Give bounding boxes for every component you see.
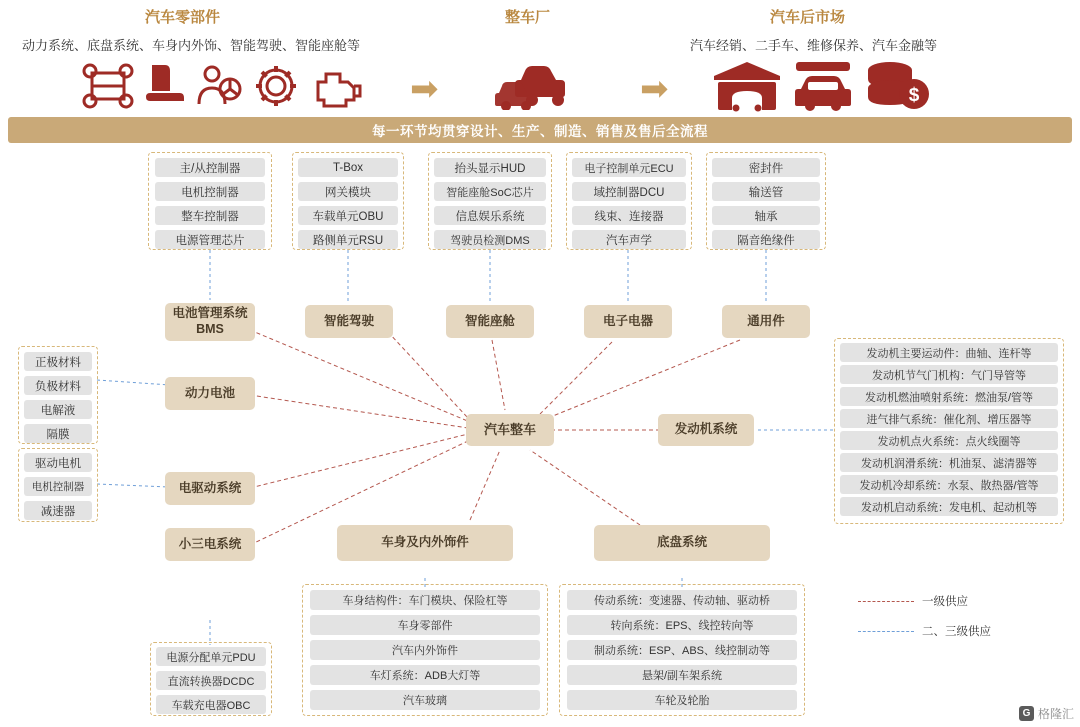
chip-cockpit-soc: 智能座舱SoC芯片	[434, 182, 546, 201]
chip-hud: 抬头显示HUD	[434, 158, 546, 177]
chip-transmission: 传动系统：变速器、传动轴、驱动桥	[567, 590, 797, 610]
chip-dms: 驾驶员检测DMS	[434, 230, 546, 249]
auto-finance-coins-icon	[864, 60, 930, 112]
chip-engine-throttle: 发动机节气门机构：气门导管等	[840, 365, 1058, 384]
node-electronics[interactable]: 电子电器	[584, 305, 672, 338]
chip-intake-exhaust: 进气排气系统：催化剂、增压器等	[840, 409, 1058, 428]
top-column-sub-parts: 动力系统、底盘系统、车身内外饰、智能驾驶、智能座舱等	[22, 38, 361, 53]
legend-label-tier1: 一级供应	[922, 596, 968, 608]
legend-row-tier23	[858, 622, 991, 640]
chip-pdu: 电源分配单元PDU	[156, 647, 266, 666]
legend-line-tier1	[858, 601, 914, 602]
chip-seals: 密封件	[712, 158, 820, 177]
chip-engine-cooling: 发动机冷却系统：水泵、散热器/管等	[840, 475, 1058, 494]
node-body-interior[interactable]: 车身及内外饰件	[337, 525, 513, 561]
car-seat-icon	[146, 63, 186, 109]
chip-anode: 负极材料	[24, 376, 92, 395]
chip-dcu: 域控制器DCU	[572, 182, 686, 201]
node-center-vehicle[interactable]: 汽车整车	[466, 414, 554, 446]
node-bms[interactable]: 电池管理系统BMS	[165, 303, 255, 341]
chip-cathode: 正极材料	[24, 352, 92, 371]
chip-bearings: 轴承	[712, 206, 820, 225]
watermark-text: 格隆汇	[1037, 707, 1074, 721]
chip-sound-insulation: 隔音绝缘件	[712, 230, 820, 249]
arrow-parts-to-oem: ➡	[410, 70, 439, 108]
chip-ecu: 电子控制单元ECU	[572, 158, 686, 177]
chip-motor-controller: 电机控制器	[155, 182, 265, 201]
chip-tbox: T-Box	[298, 158, 398, 177]
dealership-icon	[712, 60, 782, 112]
chip-rsu: 路侧单元RSU	[298, 230, 398, 249]
chip-interior-exterior: 汽车内外饰件	[310, 640, 540, 660]
node-engine-system[interactable]: 发动机系统	[658, 414, 754, 446]
chip-lighting: 车灯系统：ADB大灯等	[310, 665, 540, 685]
chip-engine-starting: 发动机启动系统：发电机、起动机等	[840, 497, 1058, 516]
chip-controller-master: 主/从控制器	[155, 158, 265, 177]
chip-harness-connector: 线束、连接器	[572, 206, 686, 225]
chip-gateway: 网关模块	[298, 182, 398, 201]
chip-suspension: 悬架/副车架系统	[567, 665, 797, 685]
legend	[858, 592, 991, 640]
chip-body-parts: 车身零部件	[310, 615, 540, 635]
parts-icon-group	[80, 62, 362, 110]
node-smart-cockpit[interactable]: 智能座舱	[446, 305, 534, 338]
top-column-title-aftermarket: 汽车后市场	[770, 9, 846, 26]
chip-separator: 隔膜	[24, 424, 92, 443]
node-power-battery[interactable]: 动力电池	[165, 377, 255, 410]
chip-engine-ignition: 发动机点火系统：点火线圈等	[840, 431, 1058, 450]
chip-drive-motor: 驱动电机	[24, 453, 92, 472]
chip-pipes: 输送管	[712, 182, 820, 201]
watermark-badge: G	[1019, 706, 1034, 721]
chip-reducer: 减速器	[24, 501, 92, 520]
oem-icon-group	[492, 62, 568, 110]
used-car-icon	[792, 60, 854, 112]
node-edrive[interactable]: 电驱动系统	[165, 472, 255, 505]
chip-glass: 汽车玻璃	[310, 690, 540, 710]
chip-vehicle-controller: 整车控制器	[155, 206, 265, 225]
process-banner: 每一环节均贯穿设计、生产、制造、销售及售后全流程	[8, 117, 1072, 143]
node-chassis[interactable]: 底盘系统	[594, 525, 770, 561]
top-column-title-oem: 整车厂	[505, 9, 551, 26]
legend-line-tier23	[858, 631, 914, 632]
legend-row-tier1	[858, 592, 991, 610]
chip-body-structure: 车身结构件：车门模块、保险杠等	[310, 590, 540, 610]
chip-engine-lubrication: 发动机润滑系统：机油泵、滤清器等	[840, 453, 1058, 472]
node-general-parts[interactable]: 通用件	[722, 305, 810, 338]
chip-steering: 转向系统：EPS、线控转向等	[567, 615, 797, 635]
factory-cars-icon	[492, 62, 568, 110]
watermark	[1019, 705, 1074, 722]
chassis-frame-icon	[80, 63, 136, 109]
chip-engine-moving: 发动机主要运动件：曲轴、连杆等	[840, 343, 1058, 362]
chip-braking: 制动系统：ESP、ABS、线控制动等	[567, 640, 797, 660]
aftermarket-icon-group	[712, 60, 930, 112]
top-column-title-parts: 汽车零部件	[145, 9, 221, 26]
legend-label-tier23: 二、三级供应	[922, 626, 991, 638]
gear-icon	[252, 62, 300, 110]
node-small-three[interactable]: 小三电系统	[165, 528, 255, 561]
chip-obc: 车载充电器OBC	[156, 695, 266, 714]
top-column-sub-aftermarket: 汽车经销、二手车、维修保养、汽车金融等	[690, 38, 938, 53]
chip-engine-fuel-injection: 发动机燃油喷射系统：燃油泵/管等	[840, 387, 1058, 406]
arrow-oem-to-aftermarket: ➡	[640, 70, 669, 108]
chip-electrolyte: 电解液	[24, 400, 92, 419]
chip-motor-controller-2: 电机控制器	[24, 477, 92, 496]
engine-icon	[310, 64, 362, 108]
driver-assist-icon	[196, 63, 242, 109]
chip-dcdc: 直流转换器DCDC	[156, 671, 266, 690]
svg-text:$: $	[908, 85, 920, 106]
node-smart-driving[interactable]: 智能驾驶	[305, 305, 393, 338]
chip-obu: 车载单元OBU	[298, 206, 398, 225]
chip-infotainment: 信息娱乐系统	[434, 206, 546, 225]
chip-wheels-tires: 车轮及轮胎	[567, 690, 797, 710]
chip-power-mgmt-chip: 电源管理芯片	[155, 230, 265, 249]
chip-acoustics: 汽车声学	[572, 230, 686, 249]
